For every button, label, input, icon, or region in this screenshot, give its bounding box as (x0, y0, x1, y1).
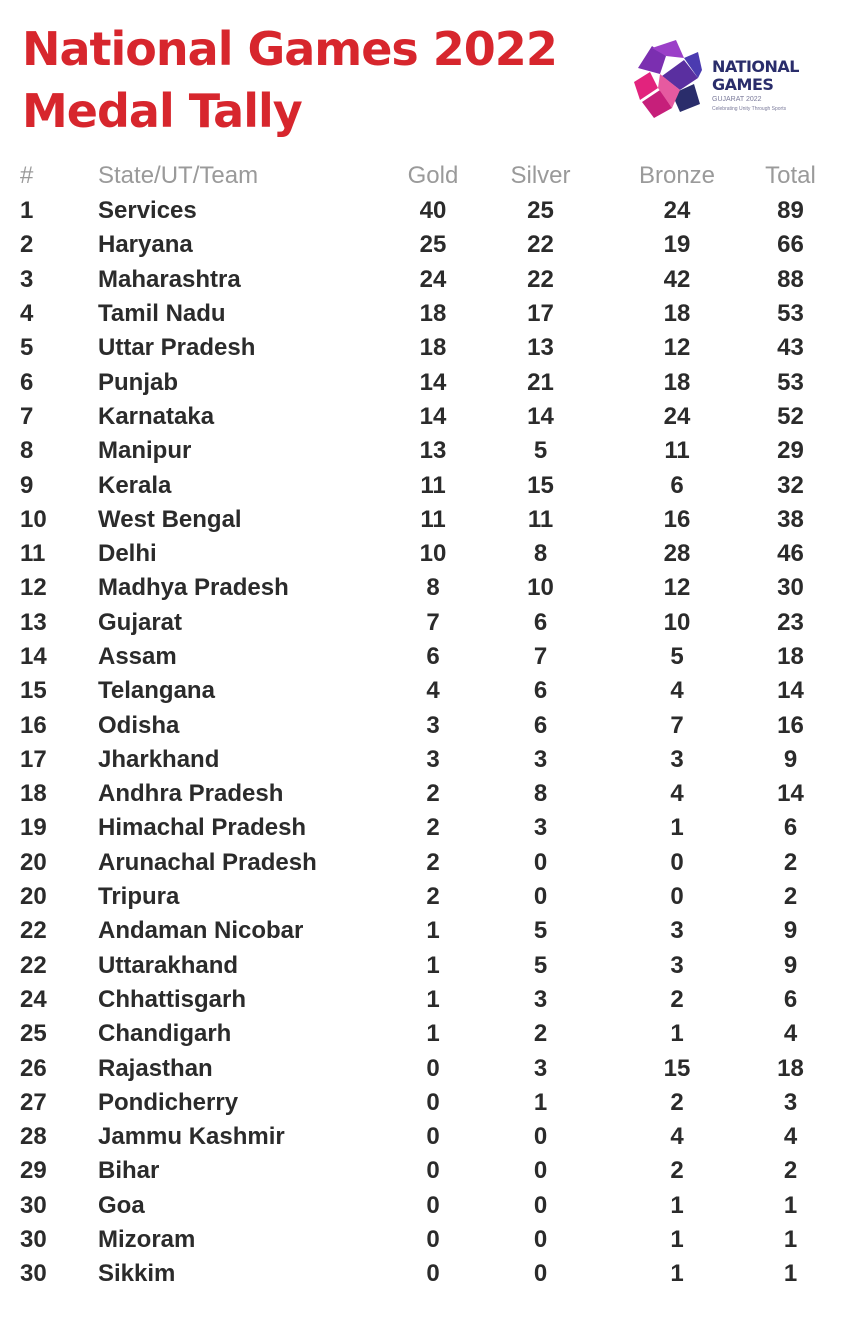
table-row (14, 606, 820, 640)
gold-count-cell: 11 (420, 505, 446, 533)
gold-count-cell: 0 (426, 1191, 440, 1219)
silver-count-cell: 7 (533, 643, 548, 670)
table-row (14, 983, 820, 1017)
bronze-count-cell: 15 (663, 1054, 691, 1082)
bronze-count-cell: 2 (670, 1157, 684, 1185)
rank-cell: 22 (20, 951, 47, 979)
gold-count-cell: 7 (426, 608, 440, 636)
total-count-cell: 30 (777, 574, 804, 602)
silver-count-cell: 3 (533, 745, 548, 773)
silver-count-cell: 17 (527, 300, 554, 328)
total-count-cell: 9 (783, 917, 798, 945)
table-row (14, 949, 820, 983)
total-count-cell: 14 (777, 677, 804, 705)
bronze-count-cell: 6 (670, 471, 684, 499)
header-silver: Silver (510, 162, 571, 189)
silver-count-cell: 25 (527, 197, 554, 225)
total-count-cell: 32 (777, 471, 804, 499)
team-name-cell: Delhi (98, 540, 157, 568)
silver-count-cell: 0 (533, 1260, 548, 1288)
logo-tagline: Celebrating Unity Through Sports (712, 106, 787, 112)
bronze-count-cell: 7 (670, 711, 684, 739)
bronze-count-cell: 10 (663, 608, 691, 636)
total-count-cell: 16 (777, 711, 804, 739)
team-name-cell: Andhra Pradesh (98, 780, 284, 808)
gold-count-cell: 0 (426, 1260, 440, 1288)
silver-count-cell: 14 (527, 402, 554, 430)
rank-cell: 28 (20, 1123, 47, 1151)
header-gold: Gold (407, 162, 459, 189)
table-row (14, 1189, 820, 1223)
bronze-count-cell: 1 (670, 1191, 684, 1219)
team-name-cell: Andaman Nicobar (98, 917, 304, 945)
bronze-count-cell: 1 (670, 1260, 684, 1288)
team-name-cell: Goa (98, 1191, 145, 1219)
rank-cell: 12 (20, 574, 47, 602)
gold-count-cell: 4 (426, 677, 440, 705)
silver-count-cell: 11 (527, 505, 554, 533)
silver-count-cell: 5 (533, 437, 548, 465)
team-name-cell: Haryana (98, 231, 193, 259)
bronze-count-cell: 3 (670, 745, 684, 773)
gold-count-cell: 2 (426, 883, 440, 911)
rank-cell: 26 (20, 1054, 47, 1082)
silver-count-cell: 3 (533, 985, 548, 1013)
bronze-count-cell: 11 (664, 437, 690, 465)
silver-count-cell: 15 (527, 471, 554, 499)
gold-count-cell: 24 (419, 265, 447, 293)
rank-cell: 10 (20, 505, 47, 533)
rank-cell: 24 (20, 985, 47, 1013)
silver-count-cell: 10 (527, 574, 554, 602)
silver-count-cell: 8 (533, 780, 548, 808)
bronze-count-cell: 4 (670, 780, 684, 808)
table-row (14, 194, 820, 228)
rank-cell: 29 (20, 1157, 47, 1185)
total-count-cell: 46 (777, 540, 804, 568)
silver-count-cell: 2 (533, 1020, 548, 1048)
total-count-cell: 9 (783, 951, 798, 979)
total-count-cell: 4 (783, 1123, 798, 1151)
gold-count-cell: 25 (419, 231, 447, 259)
team-name-cell: Tamil Nadu (98, 300, 226, 328)
team-name-cell: Chandigarh (98, 1020, 232, 1048)
logo-text-games: GAMES (712, 75, 774, 94)
bronze-count-cell: 4 (670, 677, 684, 705)
rank-cell: 11 (20, 540, 46, 568)
rank-cell: 7 (20, 402, 34, 430)
rank-cell: 16 (20, 711, 47, 739)
rank-cell: 17 (20, 745, 47, 773)
table-row (14, 674, 820, 708)
rank-cell: 9 (20, 471, 34, 499)
table-row (14, 743, 820, 777)
table-row (14, 811, 820, 845)
bronze-count-cell: 24 (663, 197, 691, 225)
total-count-cell: 38 (777, 505, 804, 533)
table-row (14, 1051, 820, 1085)
bronze-count-cell: 42 (663, 265, 691, 293)
silver-count-cell: 0 (533, 1157, 548, 1185)
gold-count-cell: 6 (426, 643, 440, 670)
gold-count-cell: 13 (419, 437, 447, 465)
silver-count-cell: 0 (533, 1123, 548, 1151)
table-row (14, 1223, 820, 1257)
total-count-cell: 43 (777, 334, 804, 362)
table-row (14, 228, 820, 262)
rank-cell: 30 (20, 1191, 47, 1219)
table-row (14, 503, 820, 537)
bronze-count-cell: 1 (670, 1226, 684, 1254)
gold-count-cell: 0 (426, 1054, 440, 1082)
rank-cell: 5 (20, 334, 34, 362)
gold-count-cell: 1 (426, 1020, 440, 1048)
team-name-cell: Uttar Pradesh (98, 334, 256, 362)
total-count-cell: 1 (783, 1191, 798, 1219)
team-name-cell: Sikkim (98, 1260, 176, 1288)
silver-count-cell: 21 (527, 368, 554, 396)
gold-count-cell: 14 (419, 368, 447, 396)
table-row (14, 914, 820, 948)
gold-count-cell: 10 (419, 540, 447, 568)
team-name-cell: Rajasthan (98, 1054, 213, 1082)
total-count-cell: 23 (777, 608, 804, 636)
bronze-count-cell: 5 (670, 643, 684, 670)
rank-cell: 14 (20, 643, 47, 670)
silver-count-cell: 0 (533, 1226, 548, 1254)
silver-count-cell: 5 (533, 951, 548, 979)
medal-tally-table (14, 158, 820, 1292)
silver-count-cell: 6 (533, 711, 548, 739)
gold-count-cell: 18 (419, 334, 447, 362)
table-row (14, 1120, 820, 1154)
bronze-count-cell: 12 (663, 334, 691, 362)
total-count-cell: 18 (777, 643, 804, 670)
bronze-count-cell: 18 (663, 300, 691, 328)
total-count-cell: 53 (777, 368, 804, 396)
total-count-cell: 1 (783, 1260, 798, 1288)
bronze-count-cell: 4 (670, 1123, 684, 1151)
rank-cell: 25 (20, 1020, 47, 1048)
header-team: State/UT/Team (98, 162, 259, 189)
silver-count-cell: 22 (527, 231, 554, 259)
team-name-cell: Assam (98, 643, 177, 670)
rank-cell: 19 (20, 814, 47, 842)
rank-cell: 18 (20, 780, 47, 808)
rank-cell: 2 (20, 231, 34, 259)
team-name-cell: Himachal Pradesh (98, 814, 307, 842)
rank-cell: 20 (20, 883, 47, 911)
rank-cell: 1 (20, 197, 34, 225)
team-name-cell: Arunachal Pradesh (98, 848, 317, 876)
total-count-cell: 88 (777, 265, 804, 293)
gold-count-cell: 3 (426, 711, 440, 739)
table-row (14, 468, 820, 502)
team-name-cell: Madhya Pradesh (98, 574, 289, 602)
silver-count-cell: 13 (527, 334, 554, 362)
silver-count-cell: 0 (533, 883, 548, 911)
silver-count-cell: 6 (533, 677, 548, 705)
total-count-cell: 66 (777, 231, 804, 259)
header-bronze: Bronze (638, 162, 716, 189)
bronze-count-cell: 28 (663, 540, 691, 568)
total-count-cell: 6 (783, 985, 798, 1013)
bronze-count-cell: 0 (670, 848, 684, 876)
table-row (14, 1086, 820, 1120)
silver-count-cell: 3 (533, 814, 548, 842)
table-row (14, 434, 820, 468)
team-name-cell: Karnataka (98, 402, 215, 430)
header-rank: # (20, 162, 34, 189)
rank-cell: 8 (20, 437, 34, 465)
silver-count-cell: 0 (533, 1191, 548, 1219)
table-body (14, 194, 820, 1292)
total-count-cell: 4 (783, 1020, 798, 1048)
bronze-count-cell: 16 (663, 505, 691, 533)
silver-count-cell: 1 (533, 1088, 548, 1116)
gold-count-cell: 0 (426, 1226, 440, 1254)
gold-count-cell: 0 (426, 1157, 440, 1185)
silver-count-cell: 3 (533, 1054, 548, 1082)
silver-count-cell: 0 (533, 848, 548, 876)
bronze-count-cell: 19 (663, 231, 691, 259)
team-name-cell: Gujarat (98, 608, 183, 636)
gold-count-cell: 18 (419, 300, 447, 328)
team-name-cell: Maharashtra (98, 265, 241, 293)
gold-count-cell: 2 (426, 780, 440, 808)
team-name-cell: Jharkhand (98, 745, 220, 773)
bronze-count-cell: 2 (670, 985, 684, 1013)
gold-count-cell: 3 (426, 745, 440, 773)
rank-cell: 27 (20, 1088, 47, 1116)
team-name-cell: West Bengal (98, 505, 242, 533)
bronze-count-cell: 2 (670, 1088, 684, 1116)
bronze-count-cell: 12 (663, 574, 691, 602)
total-count-cell: 3 (783, 1088, 798, 1116)
table-row (14, 263, 820, 297)
gold-count-cell: 2 (426, 814, 440, 842)
table-row (14, 297, 820, 331)
table-row (14, 365, 820, 399)
table-header-row (14, 158, 820, 194)
table-row (14, 537, 820, 571)
total-count-cell: 89 (777, 197, 804, 225)
silver-count-cell: 6 (533, 608, 548, 636)
team-name-cell: Chhattisgarh (98, 985, 247, 1013)
title-line-1: National Games 2022 (22, 22, 557, 76)
total-count-cell: 2 (783, 883, 798, 911)
logo-text-national: NATIONAL (712, 57, 799, 76)
bronze-count-cell: 1 (670, 1020, 684, 1048)
bronze-count-cell: 24 (663, 402, 691, 430)
rank-cell: 22 (20, 917, 47, 945)
total-count-cell: 9 (783, 745, 798, 773)
silver-count-cell: 5 (533, 917, 548, 945)
total-count-cell: 18 (777, 1054, 804, 1082)
rank-cell: 30 (20, 1226, 47, 1254)
bronze-count-cell: 3 (670, 917, 684, 945)
team-name-cell: Kerala (98, 471, 172, 499)
rank-cell: 6 (20, 368, 34, 396)
logo-text-gujarat: GUJARAT 2022 (712, 96, 762, 103)
table-row (14, 331, 820, 365)
team-name-cell: Bihar (98, 1157, 160, 1185)
table-row (14, 777, 820, 811)
total-count-cell: 2 (783, 1157, 798, 1185)
table-row (14, 846, 820, 880)
team-name-cell: Uttarakhand (98, 951, 239, 979)
total-count-cell: 52 (777, 402, 804, 430)
rank-cell: 15 (20, 677, 47, 705)
table-row (14, 400, 820, 434)
rank-cell: 20 (20, 848, 47, 876)
team-name-cell: Mizoram (98, 1226, 196, 1254)
silver-count-cell: 22 (527, 265, 554, 293)
total-count-cell: 14 (777, 780, 804, 808)
gold-count-cell: 11 (420, 471, 446, 499)
team-name-cell: Punjab (98, 368, 179, 396)
gold-count-cell: 1 (426, 951, 440, 979)
bronze-count-cell: 3 (670, 951, 684, 979)
total-count-cell: 2 (783, 848, 798, 876)
page-title (22, 18, 557, 142)
bronze-count-cell: 18 (663, 368, 691, 396)
total-count-cell: 29 (777, 437, 804, 465)
table-row (14, 640, 820, 674)
table-row (14, 571, 820, 605)
team-name-cell: Odisha (98, 711, 180, 739)
gold-count-cell: 8 (426, 574, 440, 602)
gold-count-cell: 40 (419, 197, 447, 225)
national-games-logo (628, 34, 813, 124)
team-name-cell: Jammu Kashmir (98, 1123, 285, 1151)
table-row (14, 880, 820, 914)
total-count-cell: 53 (777, 300, 804, 328)
table-row (14, 1257, 820, 1291)
gold-count-cell: 1 (426, 917, 440, 945)
table-row (14, 708, 820, 742)
bronze-count-cell: 0 (670, 883, 684, 911)
gold-count-cell: 0 (426, 1123, 440, 1151)
total-count-cell: 1 (783, 1226, 798, 1254)
table-row (14, 1017, 820, 1051)
bronze-count-cell: 1 (670, 814, 684, 842)
total-count-cell: 6 (783, 814, 798, 842)
lion-logo-icon (632, 38, 704, 120)
table-row (14, 1154, 820, 1188)
header-total: Total (765, 162, 816, 189)
gold-count-cell: 14 (419, 402, 447, 430)
team-name-cell: Telangana (98, 677, 215, 705)
rank-cell: 4 (20, 300, 34, 328)
rank-cell: 13 (20, 608, 47, 636)
team-name-cell: Tripura (98, 883, 180, 911)
team-name-cell: Pondicherry (98, 1088, 239, 1116)
gold-count-cell: 1 (426, 985, 440, 1013)
team-name-cell: Services (98, 197, 197, 225)
team-name-cell: Manipur (98, 437, 192, 465)
gold-count-cell: 2 (426, 848, 440, 876)
silver-count-cell: 8 (533, 540, 548, 568)
title-line-2: Medal Tally (22, 84, 302, 138)
rank-cell: 30 (20, 1260, 47, 1288)
gold-count-cell: 0 (426, 1088, 440, 1116)
rank-cell: 3 (20, 265, 34, 293)
